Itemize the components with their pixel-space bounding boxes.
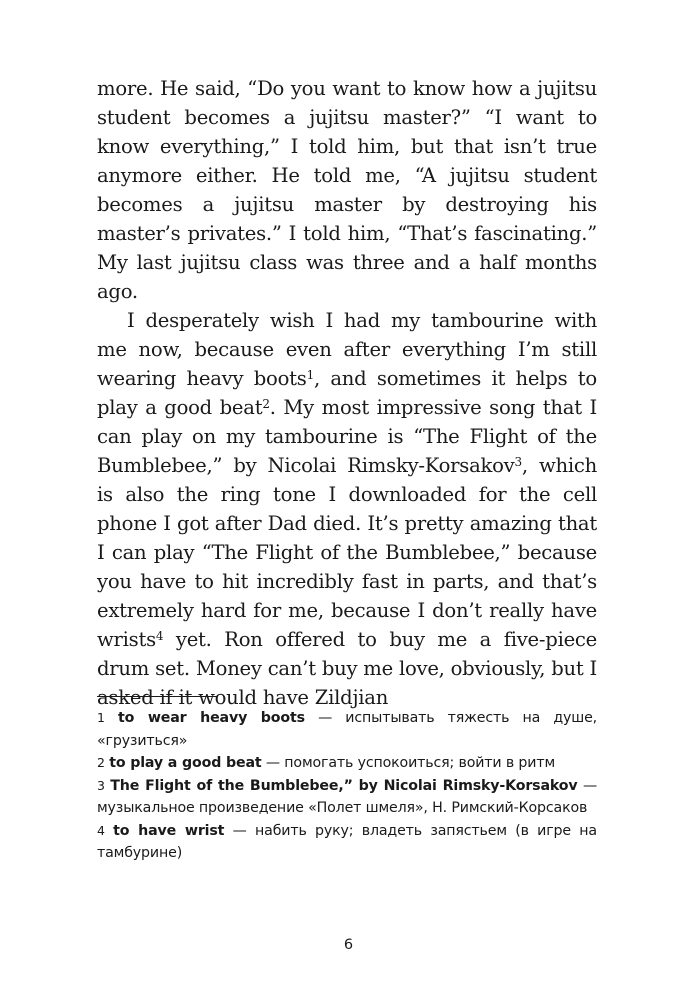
footnote-ref-1: 1: [306, 368, 314, 382]
footnote-text: — помогать успокоиться; войти в ритм: [261, 755, 556, 771]
paragraph-2-part-d: , which is also the ring tone I downloaded for the cell phone I got after Dad died. It’s pretty amazing that I can play “The Flight of the Bumblebee,” because you have to hit incredibly fast in parts, and that’s extremely hard for me, because I don’t really have wrists: [97, 454, 597, 651]
page-number: 6: [343, 937, 354, 953]
paragraph-2: [97, 306, 597, 712]
paragraph-1: more. He said, “Do you want to know how a jujitsu student becomes a jujitsu master?” “I want to know everything,” I told him, but that isn’t true anymore either. He told me, “A jujitsu student becomes a jujitsu master by destroying his master’s privates.” I told him, “That’s fascinating.” My last jujitsu class was three and a half months ago.: [97, 77, 597, 303]
paragraph-2-part-e: yet. Ron offered to buy me a five-piece drum set. Money can’t buy me love, obviously, but I asked if it would have Zildjian: [97, 628, 597, 709]
paragraph-2-part-a: I desperately wish I had my tambourine with me now, because even after everything I’m still wearing heavy boots: [97, 309, 597, 390]
paragraph-2-part-c: . My most impressive song that I can play on my tambourine is “The Flight of the Bumblebee,” by Nicolai Rimsky-Korsakov: [97, 396, 597, 477]
footnote-ref-2: 2: [262, 397, 270, 411]
footnote-term: The Flight of the Bumblebee,” by Nicolai Rimsky-Korsakov: [110, 777, 578, 794]
footnote-term: to play a good beat: [109, 755, 262, 771]
footnote-text: — музыкальное произведение «Полет шмеля», Н. Римский-Корсаков: [97, 777, 597, 816]
footnote-divider: [97, 696, 217, 697]
footnote-number: 1: [97, 710, 105, 725]
footnote-text: — набить руку; владеть запястьем (в игре на тамбурине): [97, 822, 597, 861]
footnote-ref-4: 4: [155, 629, 164, 643]
footnote-number: 4: [97, 822, 105, 838]
footnote-term: to wear heavy boots: [118, 710, 305, 726]
footnote-ref-3: 3: [514, 455, 522, 469]
footnote-2: [97, 752, 597, 775]
main-text: [97, 74, 597, 712]
footnote-term: to have wrist: [113, 822, 225, 839]
footnote-number: 2: [97, 755, 105, 770]
footnote-4: [97, 820, 597, 865]
footnote-1: [97, 707, 597, 752]
footnote-3: [97, 775, 597, 820]
footnote-text: — испытывать тяжесть на душе, «грузиться»: [97, 710, 598, 749]
footnote-number: 3: [97, 777, 105, 793]
footnotes: [97, 707, 597, 865]
paragraph-2-part-b: , and sometimes it helps to play a good beat: [97, 367, 597, 419]
